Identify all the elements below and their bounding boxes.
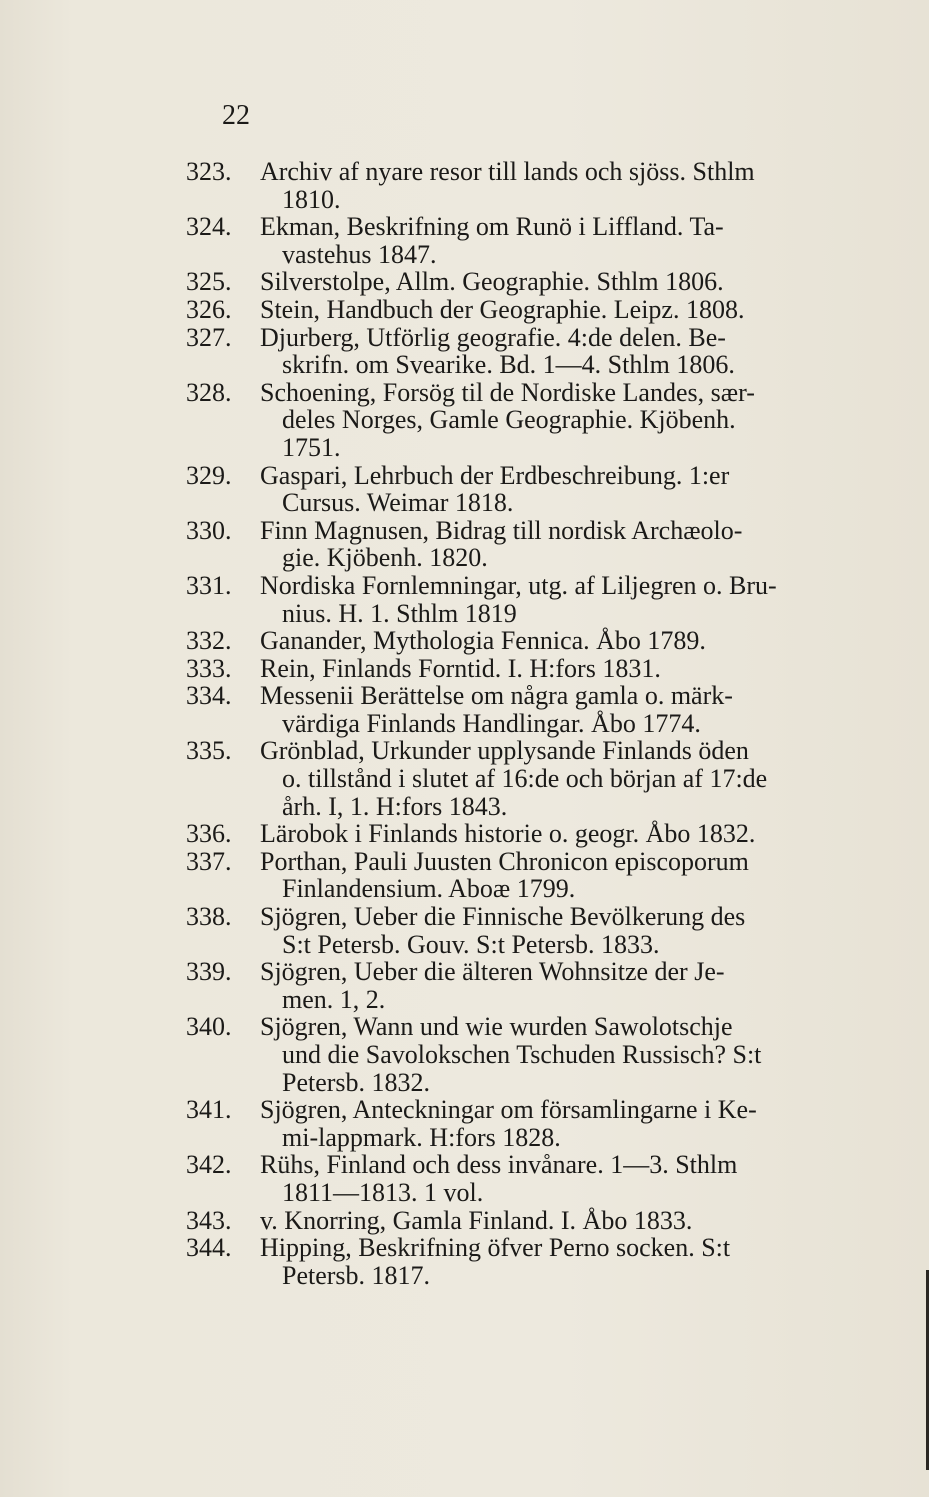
entry-text-continuation: Finlandensium. Aboæ 1799. — [282, 874, 576, 904]
bibliography-entry — [186, 820, 876, 848]
entry-number: 328. — [186, 377, 232, 407]
bibliography-entry — [186, 627, 876, 655]
entry-text: Messenii Berättelse om några gamla o. märk- — [260, 681, 733, 711]
entry-text: Gaspari, Lehrbuch der Erdbeschreibung. 1:er — [260, 460, 730, 490]
entry-number: 335. — [186, 736, 232, 766]
bibliography-entry — [186, 296, 876, 324]
entry-text-continuation: 1751. — [282, 432, 341, 462]
entry-text-continuation: deles Norges, Gamle Geographie. Kjöbenh. — [282, 405, 736, 435]
bibliography-entry — [186, 848, 876, 903]
entry-text-continuation: und die Savolokschen Tschuden Russisch? S:t — [282, 1040, 762, 1069]
entry-text: Djurberg, Utförlig geografie. 4:de delen. Be- — [260, 322, 726, 352]
bibliography-entry — [186, 958, 876, 1013]
entry-number: 331. — [186, 570, 232, 600]
entry-text: Sjögren, Anteckningar om församlingarne i Ke- — [260, 1095, 757, 1125]
entry-text: Ekman, Beskrifning om Runö i Liffland. Ta- — [260, 212, 724, 242]
bibliography-entry — [186, 682, 876, 737]
entry-text: Sjögren, Wann und wie wurden Sawolotschje — [260, 1012, 733, 1042]
entry-text-continuation: värdiga Finlands Handlingar. Åbo 1774. — [282, 708, 701, 738]
entry-number: 340. — [186, 1012, 232, 1042]
entry-number: 338. — [186, 902, 232, 932]
bibliography-entry — [186, 903, 876, 958]
entry-text-continuation: Cursus. Weimar 1818. — [282, 488, 514, 518]
bibliography-entry — [186, 379, 876, 462]
bibliography-entry — [186, 1207, 876, 1235]
entry-text-continuation: o. tillstånd i slutet af 16:de och början af 17:de — [282, 764, 768, 794]
entry-number: 339. — [186, 957, 232, 987]
bibliography-entry — [186, 517, 876, 572]
bibliography-entry — [186, 268, 876, 296]
bibliography-entry — [186, 572, 876, 627]
entry-text: Archiv af nyare resor till lands och sjöss. Sthlm — [260, 157, 755, 186]
entry-text-continuation: vastehus 1847. — [282, 239, 437, 269]
entry-number: 324. — [186, 212, 232, 242]
entry-text-continuation: gie. Kjöbenh. 1820. — [282, 543, 488, 573]
entry-text: Rühs, Finland och dess invånare. 1—3. Sthlm — [260, 1150, 738, 1180]
entry-number: 327. — [186, 322, 232, 352]
bibliography-entry — [186, 462, 876, 517]
entry-number: 341. — [186, 1095, 232, 1125]
entry-text-continuation: 1811—1813. 1 vol. — [282, 1177, 484, 1207]
entry-number: 329. — [186, 460, 232, 490]
bibliography-entry — [186, 213, 876, 268]
entry-number: 344. — [186, 1233, 232, 1263]
entry-text-continuation: 1810. — [282, 184, 341, 214]
entry-text-continuation: mi-lappmark. H:fors 1828. — [282, 1122, 561, 1152]
bibliography-entry — [186, 737, 876, 820]
entry-text-continuation: S:t Petersb. Gouv. S:t Petersb. 1833. — [282, 929, 660, 959]
entry-text: Hipping, Beskrifning öfver Perno socken. S:t — [260, 1233, 731, 1263]
entry-text: Schoening, Forsög til de Nordiske Landes, sær- — [260, 377, 755, 407]
entry-text-continuation: årh. I, 1. H:fors 1843. — [282, 791, 508, 821]
entry-text: Silverstolpe, Allm. Geographie. Sthlm 1806. — [260, 267, 724, 297]
bibliography-entry — [186, 1096, 876, 1151]
entry-text: Grönblad, Urkunder upplysande Finlands öden — [260, 736, 749, 766]
entry-number: 330. — [186, 515, 232, 545]
entry-text: Sjögren, Ueber die Finnische Bevölkerung des — [260, 902, 746, 932]
entry-text: v. Knorring, Gamla Finland. I. Åbo 1833. — [260, 1205, 693, 1235]
bibliography-entry — [186, 1013, 876, 1096]
entry-number: 323. — [186, 157, 232, 186]
entry-text: Sjögren, Ueber die älteren Wohnsitze der Je- — [260, 957, 725, 987]
page-number: 22 — [222, 100, 250, 131]
entry-number: 336. — [186, 819, 232, 849]
entry-text: Rein, Finlands Forntid. I. H:fors 1831. — [260, 653, 661, 683]
entry-number: 342. — [186, 1150, 232, 1180]
entry-text-continuation: skrifn. om Svearike. Bd. 1—4. Sthlm 1806. — [282, 350, 735, 380]
bibliography-entry — [186, 158, 876, 213]
entry-text: Finn Magnusen, Bidrag till nordisk Archæolo- — [260, 515, 743, 545]
entry-number: 337. — [186, 846, 232, 876]
entry-number: 325. — [186, 267, 232, 297]
bibliography-list — [186, 158, 876, 1289]
entry-text: Ganander, Mythologia Fennica. Åbo 1789. — [260, 626, 706, 656]
entry-number: 332. — [186, 626, 232, 656]
bibliography-entry — [186, 1234, 876, 1289]
entry-text-continuation: men. 1, 2. — [282, 984, 386, 1014]
entry-number: 334. — [186, 681, 232, 711]
bibliography-entry — [186, 324, 876, 379]
entry-number: 326. — [186, 294, 232, 324]
entry-number: 343. — [186, 1205, 232, 1235]
entry-text-continuation: Petersb. 1817. — [282, 1260, 431, 1290]
entry-number: 333. — [186, 653, 232, 683]
bibliography-entry — [186, 655, 876, 683]
entry-text: Porthan, Pauli Juusten Chronicon episcoporum — [260, 846, 749, 876]
entry-text-continuation: Petersb. 1832. — [282, 1067, 431, 1097]
entry-text: Lärobok i Finlands historie o. geogr. Åbo 1832. — [260, 819, 756, 849]
entry-text: Stein, Handbuch der Geographie. Leipz. 1808. — [260, 294, 745, 324]
entry-text-continuation: nius. H. 1. Sthlm 1819 — [282, 598, 517, 628]
entry-text: Nordiska Fornlemningar, utg. af Liljegren o. Bru- — [260, 570, 777, 600]
bibliography-entry — [186, 1151, 876, 1206]
